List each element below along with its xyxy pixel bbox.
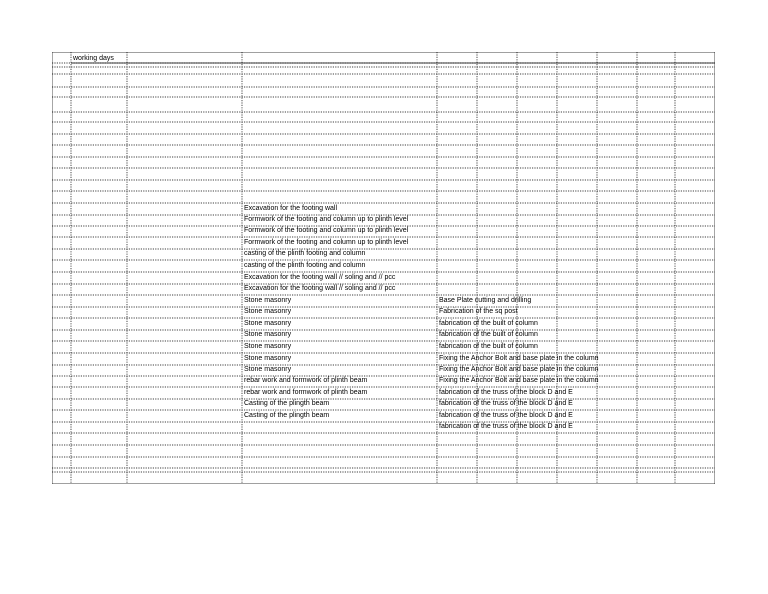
task-col-3: Stone masonry — [244, 343, 292, 350]
task-col-3: Stone masonry — [244, 320, 292, 327]
task-col-3: Stone masonry — [244, 331, 292, 338]
spreadsheet-page — [52, 52, 715, 484]
task-col-3: Stone masonry — [244, 308, 292, 315]
task-col-4: fabrication of the truss of the block D and E — [439, 389, 573, 396]
task-col-3: casting of the plinth footing and column — [244, 250, 366, 257]
task-col-3: casting of the plinth footing and column — [244, 262, 366, 269]
task-col-3: Stone masonry — [244, 366, 292, 373]
task-col-4: fabrication of the truss of the block D and E — [439, 400, 573, 407]
task-col-3: Formwork of the footing and column up to plinth level — [244, 227, 409, 234]
task-col-4: Base Plate cutting and drilling — [439, 297, 532, 304]
task-col-3: Stone masonry — [244, 355, 292, 362]
task-col-4: fabrication of the built of column — [439, 331, 538, 338]
task-col-3: rebar work and formwork of plinth beam — [244, 389, 368, 396]
task-col-4: fabrication of the built of column — [439, 320, 538, 327]
task-col-4: fabrication of the truss of the block D and E — [439, 423, 573, 430]
task-col-3: rebar work and formwork of plinth beam — [244, 377, 368, 384]
task-col-3: Stone masonry — [244, 297, 292, 304]
task-col-3: Formwork of the footing and column up to plinth level — [244, 216, 409, 223]
task-col-3: Excavation for the footing wall — [244, 205, 337, 212]
task-col-4: fabrication of the truss of the block D and E — [439, 412, 573, 419]
task-col-3: Casting of the plingth beam — [244, 412, 330, 419]
task-col-4: Fixing the Anchor Bolt and base plate in the column — [439, 366, 599, 373]
task-col-4: Fixing the Anchor Bolt and base plate in the column — [439, 355, 599, 362]
header-working-days: working days — [73, 55, 114, 62]
task-col-3: Formwork of the footing and column up to plinth level — [244, 239, 409, 246]
task-col-4: fabrication of the built of column — [439, 343, 538, 350]
task-col-3: Excavation for the footing wall // soling and // pcc — [244, 285, 396, 292]
task-col-3: Casting of the plingth beam — [244, 400, 330, 407]
task-col-3: Excavation for the footing wall // soling and // pcc — [244, 274, 396, 281]
task-col-4: Fabrication of the sq post — [439, 308, 518, 315]
grid-lines — [52, 52, 715, 484]
task-col-4: Fixing the Anchor Bolt and base plate in the column — [439, 377, 599, 384]
